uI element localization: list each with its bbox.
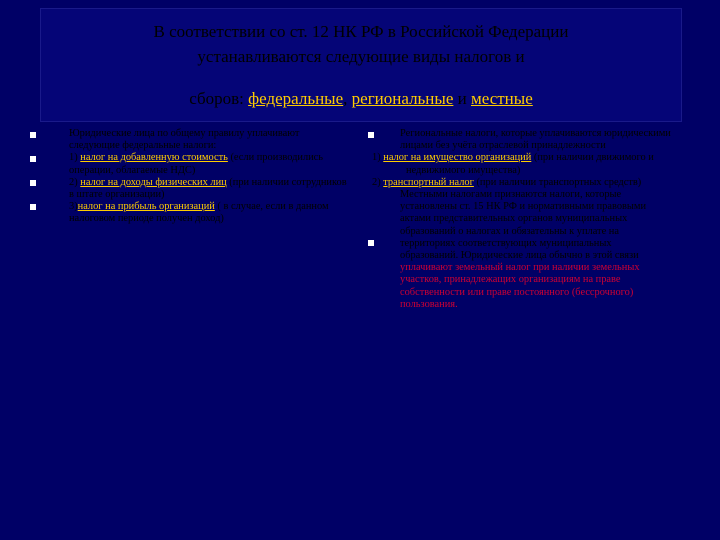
- left-item-vat: [69, 152, 351, 176]
- item-number: 3): [69, 201, 78, 213]
- bullet-icon: [30, 204, 36, 210]
- item-number: 1): [69, 152, 81, 164]
- left-bullets: [26, 128, 36, 428]
- bullet-icon: [30, 180, 36, 186]
- federal-taxes-list: [69, 128, 351, 226]
- right-intro: Региональные налоги, которые уплачиваются юридическими лицами без учёта отраслевой принадлежности: [400, 128, 671, 152]
- regional-local-taxes-list: [372, 128, 672, 311]
- item-number: 2): [69, 176, 81, 188]
- right-item-property: [372, 152, 672, 176]
- land-tax-note: уплачивают земельный налог при наличии земельных участков, принадлежащих организациям на праве собственности или праве постоянного (бессрочного) пользования.: [400, 262, 640, 310]
- local-taxes-link[interactable]: местные: [470, 89, 533, 108]
- title-line-3: [41, 88, 681, 110]
- title-comma: ,: [343, 89, 352, 108]
- vat-link[interactable]: налог на добавленную стоимость: [80, 152, 228, 164]
- title-prefix: сборов:: [189, 89, 249, 108]
- profit-tax-link[interactable]: налог на прибыль организаций: [77, 201, 215, 213]
- bullet-icon: [30, 156, 36, 162]
- bullet-icon: [30, 132, 36, 138]
- title-and: и: [453, 89, 471, 108]
- item-note: (если производились операции, облагаемые НДС): [69, 152, 324, 176]
- personal-income-tax-link[interactable]: налог на доходы физических лиц: [80, 176, 227, 188]
- federal-taxes-link[interactable]: федеральные: [248, 89, 344, 108]
- local-taxes-text: Местными налогами признаются налоги, которые установлены ст. 15 НК РФ и нормативными правовыми актами представительных органов муниципальных образований о налогах и обязательны к уплате на территориях соответствующих муниципальных образований. Юридические лица обычно в этой связи: [400, 189, 647, 262]
- regional-taxes-link[interactable]: региональные: [351, 89, 454, 108]
- title-line-2: устанавливаются следующие виды налогов и: [197, 47, 525, 66]
- item-number: 2): [372, 176, 384, 188]
- right-item-transport: [372, 177, 672, 189]
- item-number: 1): [372, 152, 384, 164]
- item-note: (при наличии транспортных средств): [473, 176, 642, 188]
- title-line-1: В соответствии со ст. 12 НК РФ в Российской Федерации: [153, 22, 569, 41]
- left-item-ndfl: [69, 177, 351, 201]
- transport-tax-link[interactable]: транспортный налог: [383, 176, 474, 188]
- item-note: ( в случае, если в данном налоговом периоде получен доход): [69, 201, 329, 225]
- item-note: (при наличии движимого и недвижимого имущества): [406, 152, 654, 176]
- item-note: (при наличии сотрудников в штате организации): [69, 176, 347, 201]
- property-tax-link[interactable]: налог на имущество организаций: [383, 152, 532, 164]
- title-box: [40, 8, 682, 122]
- left-item-profit: [69, 201, 351, 225]
- left-intro: Юридические лица по общему правилу уплачивают следующие федеральные налоги:: [69, 128, 300, 152]
- local-taxes-paragraph: [372, 189, 672, 311]
